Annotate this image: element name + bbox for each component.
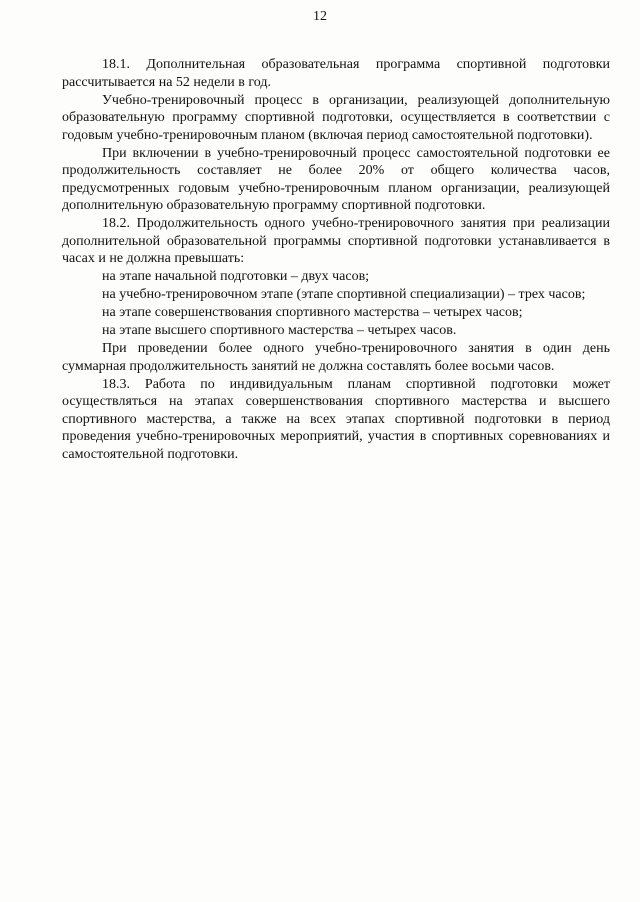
- list-item-improvement-stage: на этапе совершенствования спортивного мастерства – четырех часов;: [102, 305, 523, 320]
- document-body: [62, 56, 610, 463]
- list-item-higher-mastery-stage: на этапе высшего спортивного мастерства – четырех часов.: [102, 323, 457, 338]
- paragraph-daily-limit: При проведении более одного учебно-тренировочного занятия в один день суммарная продолжительность занятий не должна составлять более восьми часов.: [62, 341, 610, 374]
- paragraph-18-3: 18.3. Работа по индивидуальным планам спортивной подготовки может осуществляться на этапах совершенствования спортивного мастерства и высшего спортивного мастерства, а также на всех этапах спортивной подготовки в период проведения учебно-тренировочных мероприятий, участия в спортивных соревнованиях и самостоятельной подготовки.: [62, 376, 610, 462]
- blank-page-area: [62, 510, 610, 870]
- paragraph-18-2: 18.2. Продолжительность одного учебно-тренировочного занятия при реализации дополнительной образовательной программы спортивной подготовки устанавливается в часах и не должна превышать:: [62, 216, 610, 266]
- page-number: 12: [313, 9, 327, 24]
- paragraph-self-study: При включении в учебно-тренировочный процесс самостоятельной подготовки ее продолжительность составляет не более 20% от общего количества часов, предусмотренных годовым учебно-тренировочным планом организации, реализующей дополнительную образовательную программу спортивной подготовки.: [62, 145, 610, 213]
- paragraph-training-process: Учебно-тренировочный процесс в организации, реализующей дополнительную образовательную программу спортивной подготовки, осуществляется в соответствии с годовым учебно-тренировочным планом (включая период самостоятельной подготовки).: [62, 92, 610, 143]
- list-item-training-stage: на учебно-тренировочном этапе (этапе спортивной специализации) – трех часов;: [102, 287, 586, 302]
- paragraph-18-1: 18.1. Дополнительная образовательная программа спортивной подготовки рассчитывается на 52 недели в год.: [62, 57, 610, 90]
- list-item-initial-stage: на этапе начальной подготовки – двух часов;: [102, 269, 370, 284]
